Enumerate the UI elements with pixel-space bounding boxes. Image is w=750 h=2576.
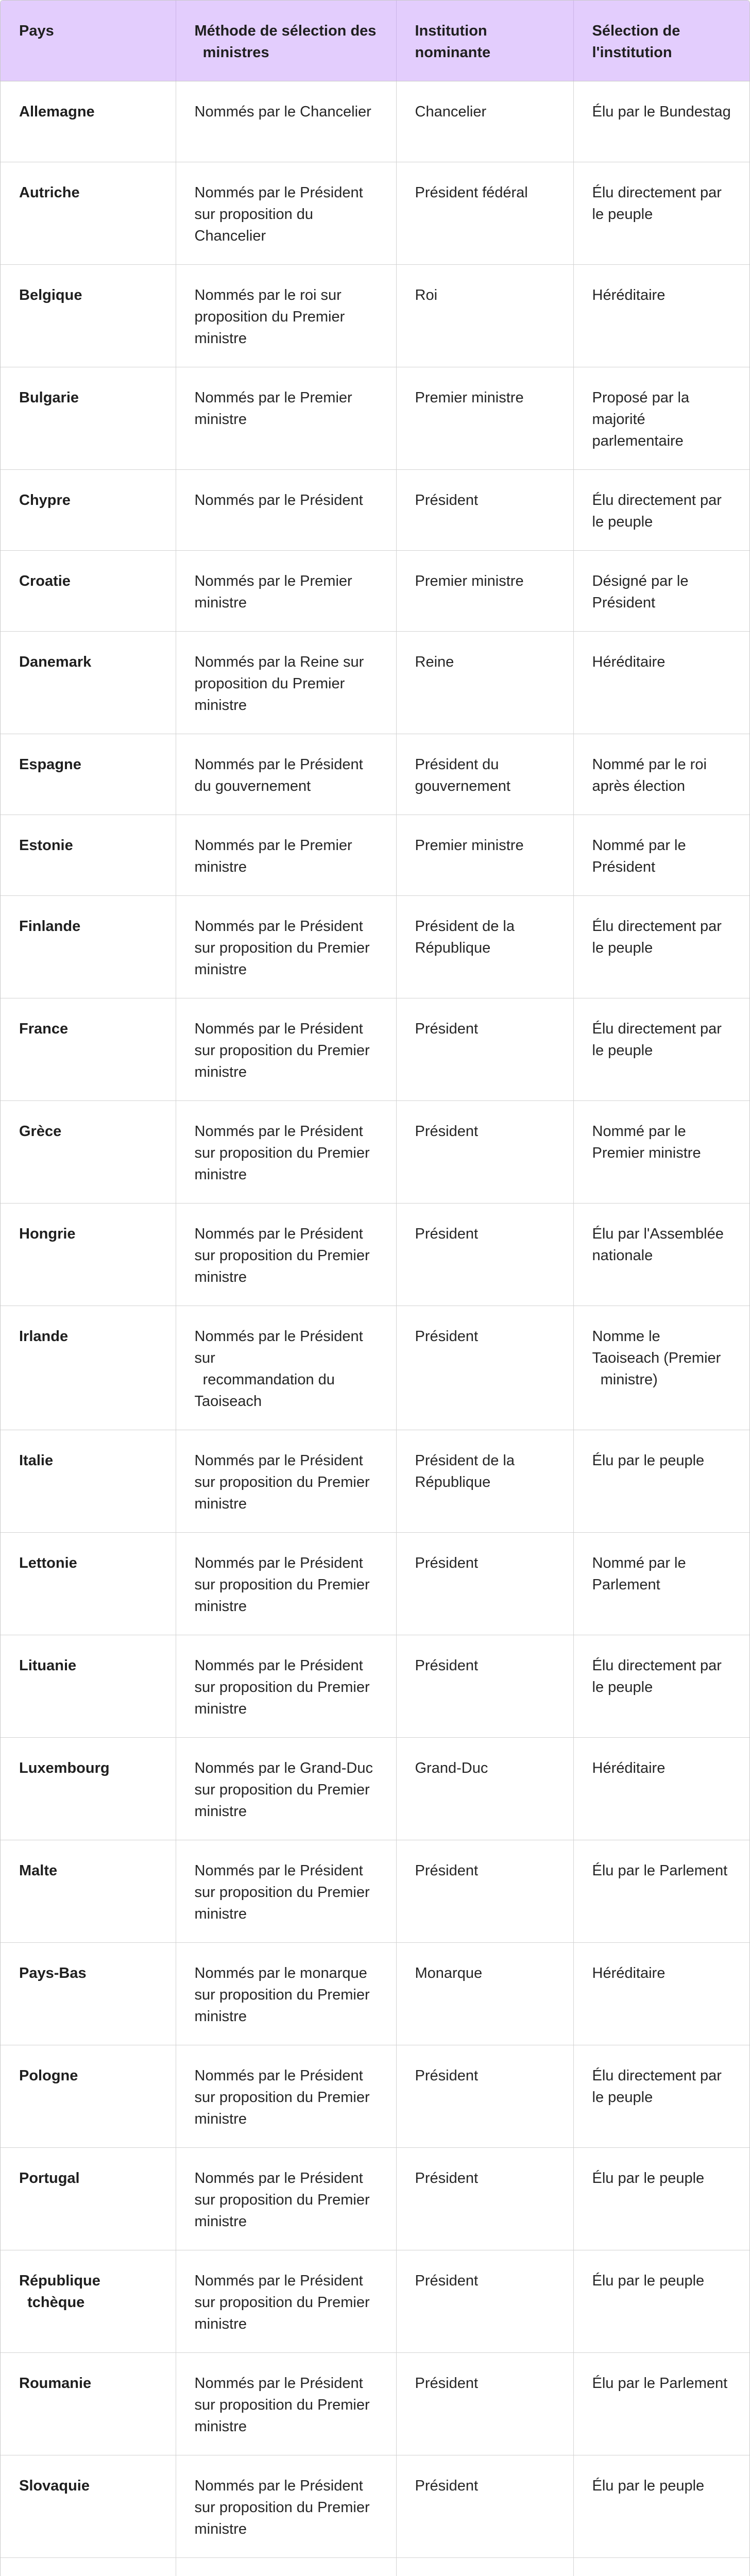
- table-row: [1, 2557, 749, 2576]
- cell-country: [1, 2557, 176, 2576]
- cell-country: Malte: [1, 1840, 176, 1942]
- cell-nominating-institution: Président: [396, 1840, 573, 1942]
- cell-institution-selection: [573, 2557, 749, 2576]
- cell-selection-method: Nommés par le Président sur proposition du Premier ministre: [176, 1203, 396, 1306]
- cell-selection-method: Nommés par le Chancelier: [176, 81, 396, 162]
- cell-nominating-institution: Président: [396, 1635, 573, 1737]
- cell-country: Luxembourg: [1, 1737, 176, 1840]
- cell-nominating-institution: Président: [396, 1203, 573, 1306]
- cell-nominating-institution: Premier ministre: [396, 815, 573, 895]
- cell-country: Hongrie: [1, 1203, 176, 1306]
- table-row: [1, 264, 749, 367]
- cell-country: France: [1, 998, 176, 1100]
- table-row: [1, 631, 749, 734]
- table-row: [1, 815, 749, 895]
- cell-country: Roumanie: [1, 2352, 176, 2455]
- cell-institution-selection: Élu par le Parlement: [573, 2352, 749, 2455]
- cell-selection-method: Nommés par le Grand-Duc sur proposition du Premier ministre: [176, 1737, 396, 1840]
- cell-country: Pays-Bas: [1, 1942, 176, 2045]
- cell-country: Slovaquie: [1, 2455, 176, 2557]
- cell-country: Espagne: [1, 734, 176, 815]
- cell-selection-method: Nommés par le Président sur proposition du Premier ministre: [176, 2455, 396, 2557]
- cell-selection-method: Nommés par la Reine sur proposition du Premier ministre: [176, 631, 396, 734]
- cell-selection-method: Nommés par le Président sur proposition du Premier ministre: [176, 2250, 396, 2352]
- cell-country: Lettonie: [1, 1532, 176, 1635]
- cell-selection-method: Nommés par le Président sur proposition du Premier ministre: [176, 1635, 396, 1737]
- table-row: [1, 2352, 749, 2455]
- cell-institution-selection: Élu par le peuple: [573, 1430, 749, 1532]
- cell-nominating-institution: Président: [396, 2352, 573, 2455]
- table-row: [1, 162, 749, 264]
- cell-nominating-institution: Président: [396, 2045, 573, 2147]
- cell-selection-method: Nommés par le Président: [176, 469, 396, 550]
- cell-nominating-institution: Grand-Duc: [396, 1737, 573, 1840]
- cell-country: Italie: [1, 1430, 176, 1532]
- cell-country: Autriche: [1, 162, 176, 264]
- cell-selection-method: Nommés par le Président sur proposition du Premier ministre: [176, 1430, 396, 1532]
- table-row: [1, 2147, 749, 2250]
- cell-country: Allemagne: [1, 81, 176, 162]
- cell-nominating-institution: Président: [396, 1532, 573, 1635]
- table-header-row: [1, 1, 749, 81]
- cell-selection-method: Nommés par le Président sur proposition du Premier ministre: [176, 1532, 396, 1635]
- cell-country: Pologne: [1, 2045, 176, 2147]
- cell-nominating-institution: Reine: [396, 631, 573, 734]
- ministers-selection-table: [1, 1, 749, 2576]
- cell-institution-selection: Élu directement par le peuple: [573, 2045, 749, 2147]
- cell-nominating-institution: Président: [396, 998, 573, 1100]
- cell-nominating-institution: Président: [396, 1100, 573, 1203]
- cell-nominating-institution: Président: [396, 469, 573, 550]
- cell-country: Croatie: [1, 550, 176, 631]
- cell-institution-selection: Héréditaire: [573, 264, 749, 367]
- cell-institution-selection: Proposé par la majorité parlementaire: [573, 367, 749, 469]
- cell-selection-method: Nommés par le Premier ministre: [176, 367, 396, 469]
- cell-nominating-institution: Président: [396, 2147, 573, 2250]
- cell-selection-method: Nommés par le Président sur proposition du Premier ministre: [176, 998, 396, 1100]
- table-row: [1, 367, 749, 469]
- cell-institution-selection: Élu directement par le peuple: [573, 1635, 749, 1737]
- table-row: [1, 1737, 749, 1840]
- cell-institution-selection: Héréditaire: [573, 1737, 749, 1840]
- cell-country: Danemark: [1, 631, 176, 734]
- cell-nominating-institution: Premier ministre: [396, 367, 573, 469]
- cell-institution-selection: Élu par le peuple: [573, 2250, 749, 2352]
- table-row: [1, 81, 749, 162]
- cell-nominating-institution: Président: [396, 2250, 573, 2352]
- table-row: [1, 1840, 749, 1942]
- cell-country: République tchèque: [1, 2250, 176, 2352]
- cell-selection-method: Nommés par le Président sur proposition du Premier ministre: [176, 2352, 396, 2455]
- cell-selection-method: [176, 2557, 396, 2576]
- table-row: [1, 1203, 749, 1306]
- cell-institution-selection: Élu par le Parlement: [573, 1840, 749, 1942]
- header-institution-selection: Sélection de l'institution: [573, 1, 749, 81]
- cell-institution-selection: Élu directement par le peuple: [573, 895, 749, 998]
- cell-institution-selection: Élu par le Bundestag: [573, 81, 749, 162]
- table-row: [1, 1430, 749, 1532]
- cell-institution-selection: Nommé par le Président: [573, 815, 749, 895]
- cell-nominating-institution: Président: [396, 1306, 573, 1430]
- cell-country: Bulgarie: [1, 367, 176, 469]
- cell-institution-selection: Élu par le peuple: [573, 2455, 749, 2557]
- cell-institution-selection: Élu directement par le peuple: [573, 162, 749, 264]
- cell-selection-method: Nommés par le Premier ministre: [176, 815, 396, 895]
- cell-nominating-institution: Président fédéral: [396, 162, 573, 264]
- table-row: [1, 734, 749, 815]
- cell-institution-selection: Désigné par le Président: [573, 550, 749, 631]
- table-row: [1, 998, 749, 1100]
- cell-country: Lituanie: [1, 1635, 176, 1737]
- cell-selection-method: Nommés par le monarque sur proposition du Premier ministre: [176, 1942, 396, 2045]
- cell-country: Irlande: [1, 1306, 176, 1430]
- table-row: [1, 895, 749, 998]
- cell-selection-method: Nommés par le Président sur proposition du Premier ministre: [176, 1100, 396, 1203]
- cell-nominating-institution: Président de la République: [396, 1430, 573, 1532]
- cell-institution-selection: Nomme le Taoiseach (Premier ministre): [573, 1306, 749, 1430]
- cell-nominating-institution: Président de la République: [396, 895, 573, 998]
- table-row: [1, 1532, 749, 1635]
- cell-country: Chypre: [1, 469, 176, 550]
- table-row: [1, 2045, 749, 2147]
- cell-nominating-institution: Roi: [396, 264, 573, 367]
- cell-nominating-institution: Chancelier: [396, 81, 573, 162]
- table-row: [1, 469, 749, 550]
- cell-selection-method: Nommés par le Président sur recommandation du Taoiseach: [176, 1306, 396, 1430]
- cell-selection-method: Nommés par le Président sur proposition du Premier ministre: [176, 895, 396, 998]
- cell-institution-selection: Nommé par le Parlement: [573, 1532, 749, 1635]
- cell-nominating-institution: Président: [396, 2455, 573, 2557]
- cell-selection-method: Nommés par le roi sur proposition du Premier ministre: [176, 264, 396, 367]
- cell-nominating-institution: Premier ministre: [396, 550, 573, 631]
- cell-selection-method: Nommés par le Président sur proposition du Premier ministre: [176, 2045, 396, 2147]
- cell-selection-method: Nommés par le Président sur proposition du Premier ministre: [176, 2147, 396, 2250]
- cell-institution-selection: Élu directement par le peuple: [573, 469, 749, 550]
- table-row: [1, 2250, 749, 2352]
- cell-institution-selection: Héréditaire: [573, 631, 749, 734]
- table-row: [1, 550, 749, 631]
- cell-institution-selection: Nommé par le Premier ministre: [573, 1100, 749, 1203]
- cell-country: Estonie: [1, 815, 176, 895]
- header-nominating-institution: Institution nominante: [396, 1, 573, 81]
- cell-nominating-institution: Monarque: [396, 1942, 573, 2045]
- header-country: Pays: [1, 1, 176, 81]
- cell-institution-selection: Nommé par le roi après élection: [573, 734, 749, 815]
- cell-selection-method: Nommés par le Premier ministre: [176, 550, 396, 631]
- cell-selection-method: Nommés par le Président sur proposition du Chancelier: [176, 162, 396, 264]
- cell-selection-method: Nommés par le Président sur proposition du Premier ministre: [176, 1840, 396, 1942]
- cell-nominating-institution: Président du gouvernement: [396, 734, 573, 815]
- cell-country: Belgique: [1, 264, 176, 367]
- table-row: [1, 1942, 749, 2045]
- cell-institution-selection: Élu par le peuple: [573, 2147, 749, 2250]
- cell-nominating-institution: [396, 2557, 573, 2576]
- cell-institution-selection: Héréditaire: [573, 1942, 749, 2045]
- cell-country: Grèce: [1, 1100, 176, 1203]
- cell-institution-selection: Élu par l'Assemblée nationale: [573, 1203, 749, 1306]
- cell-country: Portugal: [1, 2147, 176, 2250]
- table-row: [1, 1306, 749, 1430]
- cell-selection-method: Nommés par le Président du gouvernement: [176, 734, 396, 815]
- cell-country: Finlande: [1, 895, 176, 998]
- table-row: [1, 1635, 749, 1737]
- header-selection-method: Méthode de sélection des ministres: [176, 1, 396, 81]
- table-row: [1, 1100, 749, 1203]
- table-row: [1, 2455, 749, 2557]
- cell-institution-selection: Élu directement par le peuple: [573, 998, 749, 1100]
